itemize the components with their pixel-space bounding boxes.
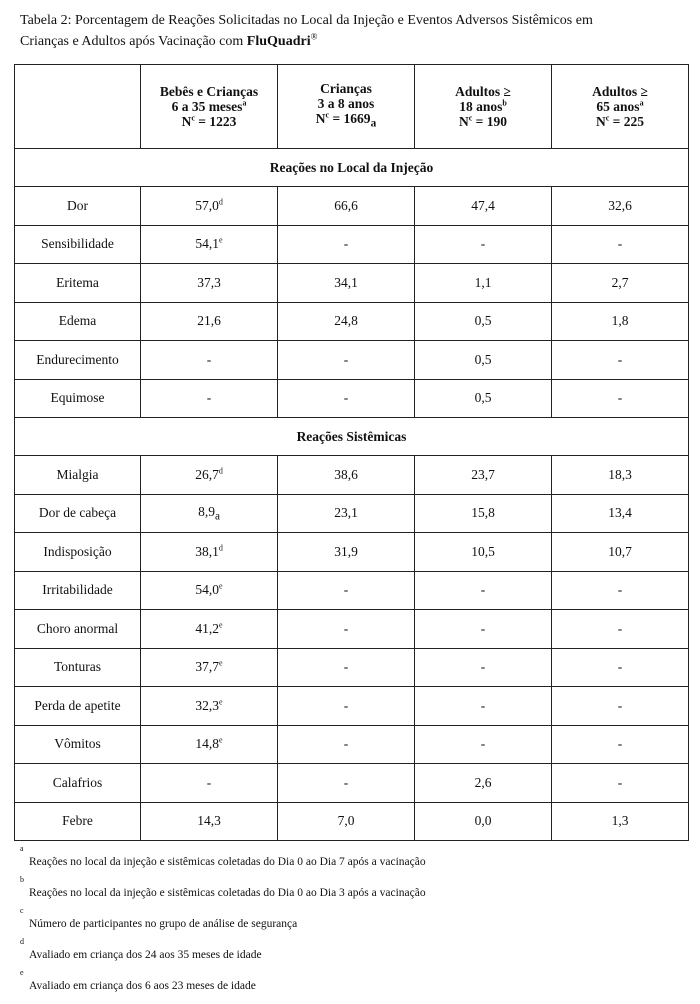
footnote-mark: a xyxy=(242,98,247,108)
table-row xyxy=(15,341,689,380)
value-cell xyxy=(415,802,552,841)
cell-value: - xyxy=(343,697,349,713)
cell-value: 21,6 xyxy=(197,313,221,329)
n-value: = 1669 xyxy=(329,111,371,127)
value-cell xyxy=(415,456,552,495)
footnote-mark: b xyxy=(20,875,24,884)
value-cell xyxy=(278,456,415,495)
value-cell xyxy=(552,187,689,226)
cell-value: - xyxy=(480,582,486,598)
header-line-2-text: 18 anos xyxy=(459,99,503,114)
value-cell xyxy=(552,494,689,533)
footnote-mark: d xyxy=(218,197,223,207)
cell-value: 7,0 xyxy=(337,813,355,829)
cell-value: 14,8 xyxy=(195,736,220,752)
value-cell xyxy=(278,379,415,418)
value-cell xyxy=(415,341,552,380)
table-row xyxy=(15,456,689,495)
value-cell xyxy=(141,571,278,610)
cell-value: 14,3 xyxy=(197,813,221,829)
footnote-mark: c xyxy=(325,110,330,120)
cell-value: 1,8 xyxy=(611,313,629,329)
table-row xyxy=(15,802,689,841)
footnote-mark: a xyxy=(20,844,24,853)
value-cell xyxy=(278,764,415,803)
cell-value: - xyxy=(480,659,486,675)
value-cell xyxy=(141,225,278,264)
value-cell xyxy=(552,571,689,610)
value-cell xyxy=(552,341,689,380)
cell-value: 0,0 xyxy=(474,813,492,829)
value-cell xyxy=(552,533,689,572)
cell-value: - xyxy=(617,351,623,367)
header-empty-cell xyxy=(15,65,141,149)
table-row xyxy=(15,610,689,649)
cell-value: - xyxy=(617,236,623,252)
cell-value: 47,4 xyxy=(471,197,495,213)
value-cell xyxy=(141,764,278,803)
value-cell xyxy=(278,571,415,610)
footnote-text: Reações no local da injeção e sistêmicas coletadas do Dia 0 ao Dia 7 após a vacinação xyxy=(29,856,426,868)
table-row xyxy=(15,764,689,803)
table-row xyxy=(15,725,689,764)
header-line-2 xyxy=(282,96,410,111)
header-row xyxy=(15,65,689,149)
cell-value: 57,0 xyxy=(195,197,219,213)
footnote-mark: d xyxy=(218,543,223,553)
row-label: Vômitos xyxy=(15,725,141,764)
footnote-mark: e xyxy=(219,620,223,630)
header-line-2 xyxy=(556,99,684,114)
footnote-text: Reações no local da injeção e sistêmicas coletadas do Dia 0 ao Dia 3 após a vacinação xyxy=(29,887,426,899)
section-header-row xyxy=(15,149,689,187)
value-cell xyxy=(552,648,689,687)
value-cell xyxy=(141,187,278,226)
n-label: N xyxy=(458,114,469,129)
row-label: Febre xyxy=(15,802,141,841)
value-cell xyxy=(141,494,278,533)
cell-value: 32,3 xyxy=(195,697,220,713)
cell-value: 1,3 xyxy=(611,813,629,829)
value-cell xyxy=(141,341,278,380)
cell-value: 0,5 xyxy=(474,313,492,329)
cell-value: 66,6 xyxy=(334,197,358,213)
header-cell xyxy=(415,65,552,149)
cell-value: 34,1 xyxy=(334,274,358,290)
value-cell xyxy=(278,648,415,687)
cell-value: - xyxy=(617,774,623,790)
footnote-mark: e xyxy=(219,735,223,745)
footnote-mark: d xyxy=(20,937,24,946)
header-line-2 xyxy=(419,99,547,114)
cell-value: - xyxy=(343,582,349,598)
cell-value: 24,8 xyxy=(334,313,358,329)
value-cell xyxy=(552,725,689,764)
value-cell xyxy=(415,494,552,533)
value-cell xyxy=(415,725,552,764)
cell-value: 32,6 xyxy=(608,197,632,213)
footnote-mark: c xyxy=(191,113,195,123)
registered-mark: ® xyxy=(310,31,318,42)
cell-value: 37,3 xyxy=(197,274,221,290)
header-line-3 xyxy=(556,114,684,129)
footnote-mark: c xyxy=(605,113,610,123)
row-label: Irritabilidade xyxy=(15,571,141,610)
caption-line-2 xyxy=(20,31,690,52)
row-label: Endurecimento xyxy=(15,341,141,380)
value-cell xyxy=(415,610,552,649)
value-cell xyxy=(278,687,415,726)
value-cell xyxy=(278,494,415,533)
cell-value: 38,1 xyxy=(195,543,219,559)
row-label: Calafrios xyxy=(15,764,141,803)
cell-value: - xyxy=(206,351,212,367)
value-cell xyxy=(415,648,552,687)
header-line-1: Adultos ≥ xyxy=(592,84,648,99)
row-label: Perda de apetite xyxy=(15,687,141,726)
row-label: Equimose xyxy=(15,379,141,418)
value-cell xyxy=(415,764,552,803)
value-cell xyxy=(141,264,278,303)
section-header-row xyxy=(15,418,689,456)
cell-value: 10,5 xyxy=(471,543,495,559)
cell-value: 1,1 xyxy=(474,274,492,290)
n-value: = 1223 xyxy=(194,114,237,129)
cell-value: - xyxy=(206,390,212,406)
value-cell xyxy=(552,264,689,303)
row-label: Choro anormal xyxy=(15,610,141,649)
table-row xyxy=(15,687,689,726)
cell-value: - xyxy=(480,236,486,252)
value-cell xyxy=(278,802,415,841)
value-cell xyxy=(552,302,689,341)
value-cell xyxy=(278,533,415,572)
cell-value: - xyxy=(343,236,349,252)
table-row xyxy=(15,533,689,572)
header-line-2-text: 3 a 8 anos xyxy=(317,96,375,112)
footnote-mark: e xyxy=(20,968,24,977)
value-cell xyxy=(415,571,552,610)
row-label: Tonturas xyxy=(15,648,141,687)
section-title: Reações Sistêmicas xyxy=(15,418,689,456)
cell-value: 2,6 xyxy=(474,774,492,790)
cell-value: 54,1 xyxy=(195,236,220,252)
row-label: Dor xyxy=(15,187,141,226)
footnote xyxy=(18,873,688,904)
cell-value: 31,9 xyxy=(334,543,358,559)
row-label: Eritema xyxy=(15,264,141,303)
cell-value: - xyxy=(343,620,349,636)
value-cell xyxy=(141,687,278,726)
value-cell xyxy=(278,225,415,264)
cell-value: 0,5 xyxy=(474,351,492,367)
value-cell xyxy=(141,648,278,687)
value-cell xyxy=(278,610,415,649)
table-row xyxy=(15,225,689,264)
cell-value: 38,6 xyxy=(334,466,358,482)
footnote-text: Avaliado em criança dos 6 aos 23 meses de idade xyxy=(29,980,256,992)
footnote xyxy=(18,966,688,997)
footnote-mark: c xyxy=(20,906,24,915)
footnote-text: Avaliado em criança dos 24 aos 35 meses de idade xyxy=(29,949,262,961)
header-cell xyxy=(552,65,689,149)
cell-value: - xyxy=(206,774,212,790)
footnote xyxy=(18,904,688,935)
header-line-3 xyxy=(282,111,410,132)
cell-value: - xyxy=(343,390,349,406)
n-label: N xyxy=(181,114,192,129)
row-label: Mialgia xyxy=(15,456,141,495)
footnote-mark: e xyxy=(219,235,223,245)
cell-value: - xyxy=(343,351,349,367)
value-cell xyxy=(141,456,278,495)
footnote-mark: a xyxy=(370,117,377,130)
row-label: Indisposição xyxy=(15,533,141,572)
row-label: Dor de cabeça xyxy=(15,494,141,533)
caption-line-2-prefix: Crianças e Adultos após Vacinação com xyxy=(20,34,247,49)
table-row xyxy=(15,302,689,341)
value-cell xyxy=(415,302,552,341)
cell-value: 26,7 xyxy=(195,466,219,482)
cell-value: - xyxy=(480,736,486,752)
n-value: = 190 xyxy=(472,114,507,129)
cell-value: 18,3 xyxy=(608,466,632,482)
value-cell xyxy=(552,456,689,495)
value-cell xyxy=(278,187,415,226)
footnote xyxy=(18,935,688,966)
cell-value: - xyxy=(617,390,623,406)
footnote-mark: e xyxy=(219,581,223,591)
table-row xyxy=(15,379,689,418)
product-name: FluQuadri xyxy=(246,34,311,49)
cell-value: - xyxy=(480,620,486,636)
row-label: Sensibilidade xyxy=(15,225,141,264)
cell-value: 41,2 xyxy=(195,620,220,636)
cell-value: 8,9 xyxy=(198,503,215,519)
footnote-mark: e xyxy=(219,697,223,707)
caption-line-1: Tabela 2: Porcentagem de Reações Solicitadas no Local da Injeção e Eventos Adversos Sistêmicos em xyxy=(20,13,593,28)
n-label: N xyxy=(595,114,606,129)
header-line-2-text: 65 anos xyxy=(596,99,640,114)
cell-value: 54,0 xyxy=(195,582,220,598)
footnote-mark: e xyxy=(219,658,223,668)
header-line-3 xyxy=(145,114,273,129)
table-row xyxy=(15,494,689,533)
footnote-mark: d xyxy=(218,466,223,476)
value-cell xyxy=(141,725,278,764)
cell-value: 37,7 xyxy=(195,659,220,675)
value-cell xyxy=(552,379,689,418)
section-title: Reações no Local da Injeção xyxy=(15,149,689,187)
value-cell xyxy=(278,725,415,764)
value-cell xyxy=(141,302,278,341)
cell-value: - xyxy=(617,736,623,752)
value-cell xyxy=(552,610,689,649)
footnote-mark: a xyxy=(639,98,644,108)
footnote-text: Número de participantes no grupo de análise de segurança xyxy=(29,918,298,930)
cell-value: - xyxy=(617,697,623,713)
value-cell xyxy=(415,379,552,418)
header-line-2 xyxy=(145,99,273,114)
cell-value: 15,8 xyxy=(471,505,495,521)
footnote-mark: a xyxy=(214,510,220,523)
value-cell xyxy=(415,264,552,303)
cell-value: 23,7 xyxy=(471,466,495,482)
cell-value: - xyxy=(480,697,486,713)
table-row xyxy=(15,571,689,610)
table-caption xyxy=(20,10,690,52)
header-line-3 xyxy=(419,114,547,129)
value-cell xyxy=(552,225,689,264)
value-cell xyxy=(141,379,278,418)
cell-value: 13,4 xyxy=(608,505,632,521)
header-line-1: Bebês e Crianças xyxy=(159,84,259,99)
header-line-1: Crianças xyxy=(320,81,372,97)
value-cell xyxy=(278,302,415,341)
table-row xyxy=(15,264,689,303)
n-value: = 225 xyxy=(609,114,644,129)
footnotes xyxy=(18,842,688,997)
value-cell xyxy=(415,187,552,226)
footnote xyxy=(18,842,688,873)
value-cell xyxy=(141,802,278,841)
cell-value: - xyxy=(617,659,623,675)
value-cell xyxy=(141,533,278,572)
value-cell xyxy=(552,802,689,841)
cell-value: - xyxy=(343,659,349,675)
cell-value: - xyxy=(343,736,349,752)
table-row xyxy=(15,187,689,226)
header-cell xyxy=(141,65,278,149)
cell-value: 2,7 xyxy=(611,274,629,290)
header-line-2-text: 6 a 35 meses xyxy=(171,99,243,114)
cell-value: - xyxy=(617,620,623,636)
value-cell xyxy=(415,225,552,264)
value-cell xyxy=(278,341,415,380)
value-cell xyxy=(552,687,689,726)
value-cell xyxy=(415,533,552,572)
cell-value: 10,7 xyxy=(608,543,632,559)
reactions-table xyxy=(14,64,689,841)
value-cell xyxy=(552,764,689,803)
value-cell xyxy=(278,264,415,303)
value-cell xyxy=(141,610,278,649)
cell-value: - xyxy=(343,774,349,790)
table-row xyxy=(15,648,689,687)
header-cell xyxy=(278,65,415,149)
cell-value: 23,1 xyxy=(334,505,358,521)
row-label: Edema xyxy=(15,302,141,341)
cell-value: - xyxy=(617,582,623,598)
footnote-mark: c xyxy=(468,113,473,123)
n-label: N xyxy=(315,111,326,127)
value-cell xyxy=(415,687,552,726)
footnote-mark: b xyxy=(502,98,507,108)
cell-value: 0,5 xyxy=(474,390,492,406)
header-line-1: Adultos ≥ xyxy=(455,84,511,99)
